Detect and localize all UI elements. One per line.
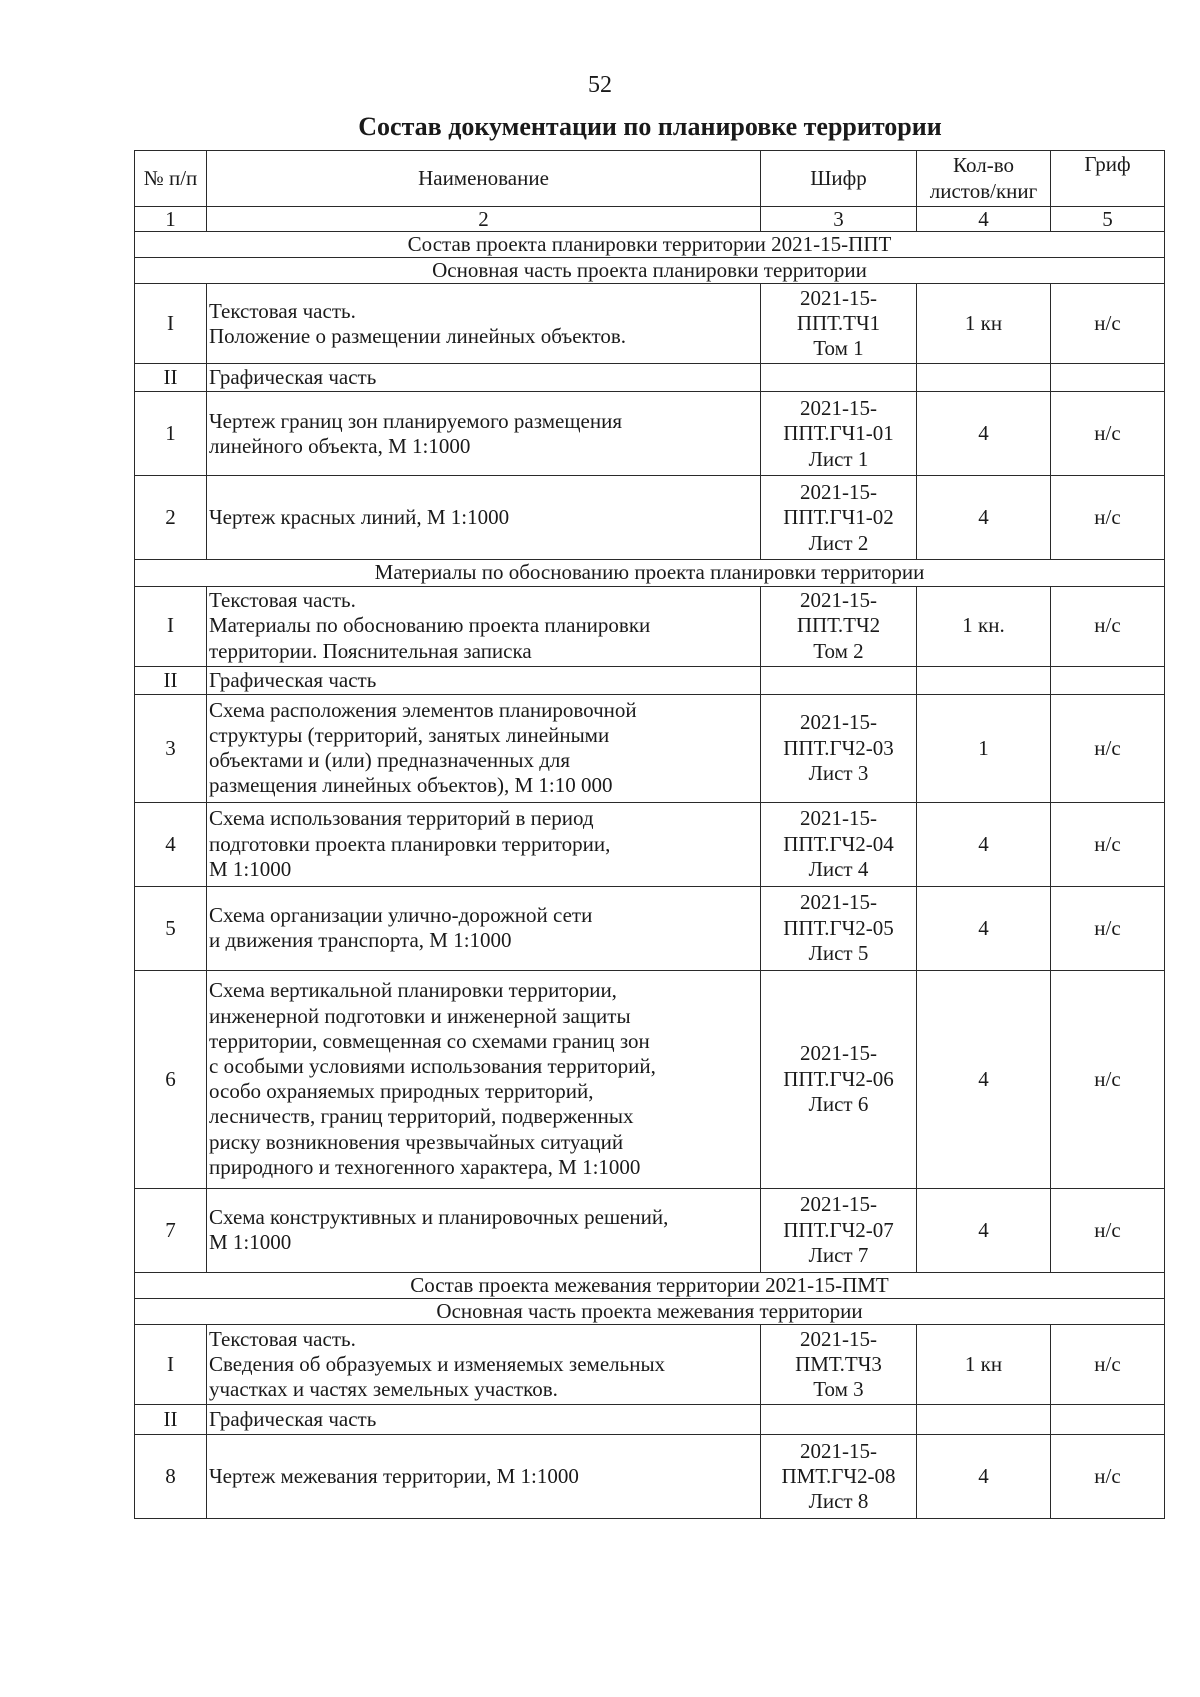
section-ppt-materials: Материалы по обоснованию проекта планировки территории (135, 560, 1165, 586)
header-num: № п/п (135, 151, 207, 207)
row-num: 6 (135, 970, 207, 1188)
row-num: I (135, 586, 207, 666)
section-row (135, 232, 1165, 258)
table-row (135, 886, 1165, 970)
row-name: Текстовая часть. Материалы по обоснованию проекта планировки территории. Пояснительная записка (207, 586, 761, 666)
row-name: Текстовая часть. Сведения об образуемых и изменяемых земельных участках и частях земельных участков. (207, 1324, 761, 1404)
section-pmt: Состав проекта межевания территории 2021-15-ПМТ (135, 1272, 1165, 1298)
table-row (135, 666, 1165, 694)
row-grif: н/с (1051, 970, 1165, 1188)
row-code: 2021-15- ППТ.ТЧ2 Том 2 (761, 586, 917, 666)
table-row (135, 970, 1165, 1188)
row-grif: н/с (1051, 886, 1165, 970)
row-count: 4 (917, 970, 1051, 1188)
row-code: 2021-15- ППТ.ГЧ2-05 Лист 5 (761, 886, 917, 970)
column-number: 5 (1051, 207, 1165, 232)
row-name: Графическая часть (207, 364, 761, 392)
table-row (135, 1188, 1165, 1272)
row-name: Схема вертикальной планировки территории, инженерной подготовки и инженерной защиты территории, совмещенная со схемами границ зон с особыми условиями использования территорий, особо охраняемых природных территорий, лесничеств, границ территорий, подверженных риску возникновения чрезвычайных ситуаций природного и техногенного характера, М 1:1000 (207, 970, 761, 1188)
row-count: 4 (917, 802, 1051, 886)
row-grif: н/с (1051, 586, 1165, 666)
row-num: 7 (135, 1188, 207, 1272)
row-num: II (135, 666, 207, 694)
column-number-row (135, 207, 1165, 232)
table-row (135, 1434, 1165, 1518)
empty-cell (917, 666, 1051, 694)
row-grif: н/с (1051, 1434, 1165, 1518)
row-code: 2021-15- ППТ.ГЧ2-04 Лист 4 (761, 802, 917, 886)
row-name: Схема конструктивных и планировочных решений, М 1:1000 (207, 1188, 761, 1272)
row-name: Графическая часть (207, 666, 761, 694)
row-count: 1 кн (917, 284, 1051, 364)
row-grif: н/с (1051, 284, 1165, 364)
row-num: 3 (135, 694, 207, 802)
row-code: 2021-15- ПМТ.ТЧ3 Том 3 (761, 1324, 917, 1404)
row-name: Текстовая часть. Положение о размещении линейных объектов. (207, 284, 761, 364)
row-name: Схема расположения элементов планировочной структуры (территорий, занятых линейными объектами и (или) предназначенных для размещения линейных объектов), М 1:10 000 (207, 694, 761, 802)
row-name: Схема использования территорий в период подготовки проекта планировки территории, М 1:1000 (207, 802, 761, 886)
row-code: 2021-15- ППТ.ГЧ1-02 Лист 2 (761, 476, 917, 560)
row-num: 4 (135, 802, 207, 886)
row-name: Чертеж красных линий, М 1:1000 (207, 476, 761, 560)
row-grif: н/с (1051, 392, 1165, 476)
row-num: II (135, 1404, 207, 1434)
row-count: 1 кн. (917, 586, 1051, 666)
row-grif: н/с (1051, 476, 1165, 560)
empty-cell (1051, 364, 1165, 392)
empty-cell (917, 364, 1051, 392)
section-row (135, 560, 1165, 586)
row-code: 2021-15- ППТ.ГЧ1-01 Лист 1 (761, 392, 917, 476)
empty-cell (917, 1404, 1051, 1434)
row-grif: н/с (1051, 1188, 1165, 1272)
row-name: Чертеж границ зон планируемого размещения линейного объекта, М 1:1000 (207, 392, 761, 476)
column-number: 3 (761, 207, 917, 232)
row-num: 5 (135, 886, 207, 970)
row-name: Чертеж межевания территории, М 1:1000 (207, 1434, 761, 1518)
row-count: 1 (917, 694, 1051, 802)
empty-cell (761, 364, 917, 392)
row-count: 4 (917, 392, 1051, 476)
header-code: Шифр (761, 151, 917, 207)
row-grif: н/с (1051, 1324, 1165, 1404)
table-row (135, 476, 1165, 560)
empty-cell (1051, 666, 1165, 694)
column-number: 1 (135, 207, 207, 232)
empty-cell (1051, 1404, 1165, 1434)
table-row (135, 802, 1165, 886)
header-name: Наименование (207, 151, 761, 207)
section-ppt-main: Основная часть проекта планировки территории (135, 258, 1165, 284)
row-count: 1 кн (917, 1324, 1051, 1404)
header-count: Кол-во листов/книг (917, 151, 1051, 207)
column-number: 4 (917, 207, 1051, 232)
row-code: 2021-15- ППТ.ГЧ2-06 Лист 6 (761, 970, 917, 1188)
row-code: 2021-15- ППТ.ГЧ2-03 Лист 3 (761, 694, 917, 802)
row-count: 4 (917, 1188, 1051, 1272)
section-row (135, 258, 1165, 284)
row-name: Графическая часть (207, 1404, 761, 1434)
row-grif: н/с (1051, 802, 1165, 886)
section-pmt-main: Основная часть проекта межевания территории (135, 1298, 1165, 1324)
table-row (135, 1324, 1165, 1404)
table-row (135, 1404, 1165, 1434)
table-row (135, 364, 1165, 392)
row-code: 2021-15- ПМТ.ГЧ2-08 Лист 8 (761, 1434, 917, 1518)
header-grif: Гриф (1051, 151, 1165, 207)
empty-cell (761, 1404, 917, 1434)
table-row (135, 284, 1165, 364)
row-num: I (135, 284, 207, 364)
row-num: I (135, 1324, 207, 1404)
page-number: 52 (588, 72, 612, 98)
documentation-table (134, 150, 1165, 1519)
section-row (135, 1298, 1165, 1324)
section-row (135, 1272, 1165, 1298)
row-count: 4 (917, 476, 1051, 560)
row-num: 8 (135, 1434, 207, 1518)
row-num: 2 (135, 476, 207, 560)
row-count: 4 (917, 886, 1051, 970)
row-grif: н/с (1051, 694, 1165, 802)
row-code: 2021-15- ППТ.ГЧ2-07 Лист 7 (761, 1188, 917, 1272)
document-title: Состав документации по планировке территории (358, 112, 942, 141)
table-row (135, 392, 1165, 476)
table-row (135, 586, 1165, 666)
row-count: 4 (917, 1434, 1051, 1518)
row-code: 2021-15- ППТ.ТЧ1 Том 1 (761, 284, 917, 364)
table-header-row (135, 151, 1165, 207)
section-ppt: Состав проекта планировки территории 2021-15-ППТ (135, 232, 1165, 258)
row-num: II (135, 364, 207, 392)
table-row (135, 694, 1165, 802)
row-num: 1 (135, 392, 207, 476)
column-number: 2 (207, 207, 761, 232)
row-name: Схема организации улично-дорожной сети и движения транспорта, М 1:1000 (207, 886, 761, 970)
empty-cell (761, 666, 917, 694)
